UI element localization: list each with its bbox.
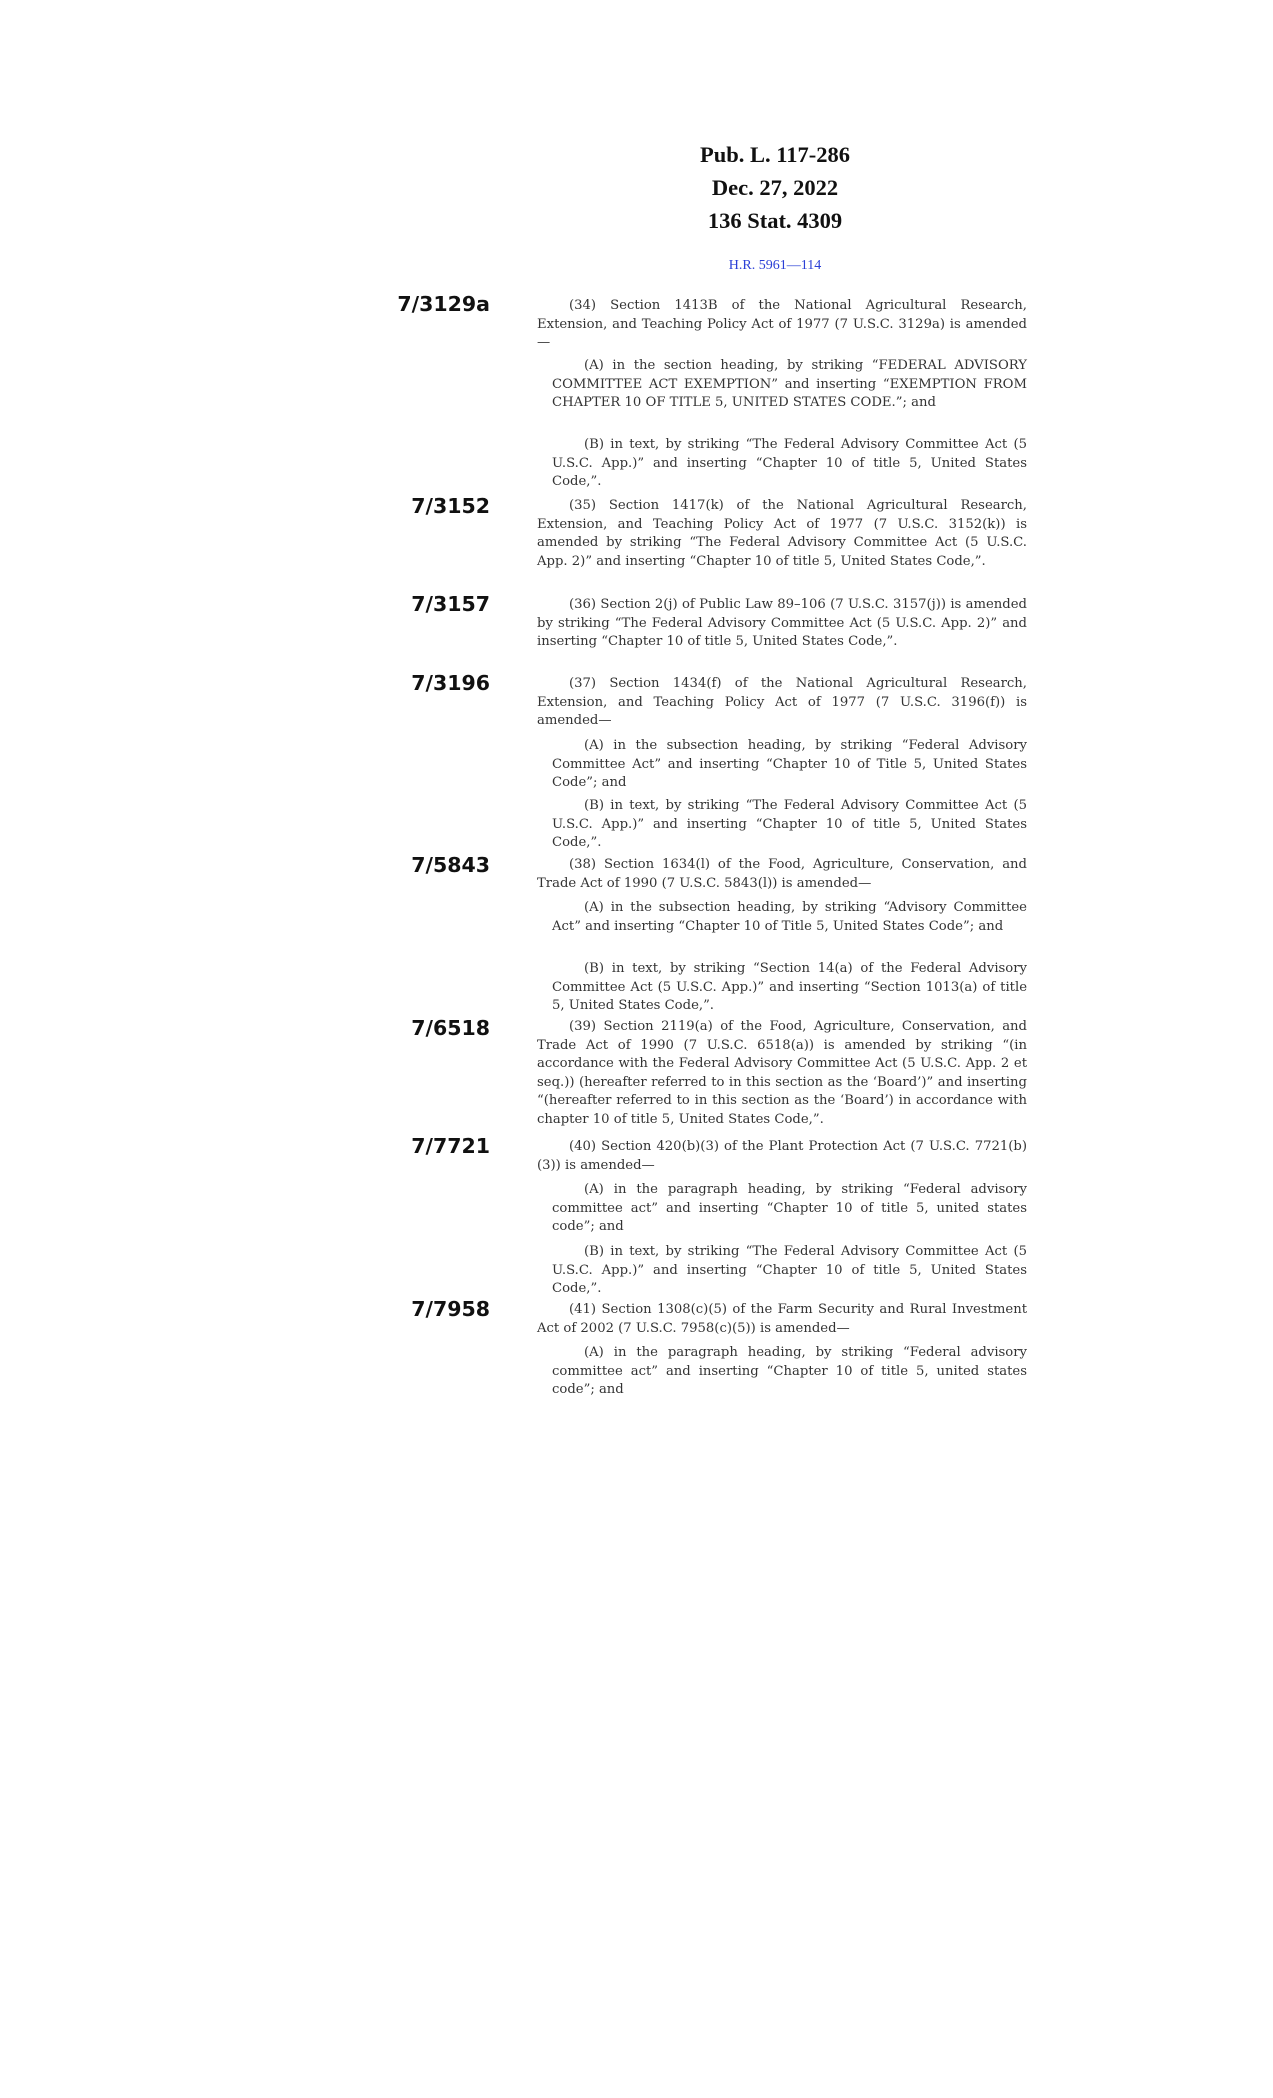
amendment-subparagraph: (A) in the paragraph heading, by striking “Federal advisory committee act” and inserting “Chapter 10 of title 5, united states code”; and [552,1345,1027,1397]
public-law-number: Pub. L. 117-286 [699,142,851,167]
amendment-paragraph: (37) Section 1434(f) of the National Agricultural Research, Extension, and Teaching Policy Act of 1977 (7 U.S.C. 3196(f)) is amended— [537,676,1027,728]
amendment-paragraph: (41) Section 1308(c)(5) of the Farm Security and Rural Investment Act of 2002 (7 U.S.C. 7958(c)(5)) is amended— [537,1302,1027,1336]
amendment-paragraph: (35) Section 1417(k) of the National Agricultural Research, Extension, and Teaching Policy Act of 1977 (7 U.S.C. 3152(k)) is amended by striking “The Federal Advisory Committee Act (5 U.S.C. App. 2)” and inserting “Chapter 10 of title 5, United States Code,”. [537,498,1027,569]
amendment-paragraph: (34) Section 1413B of the National Agricultural Research, Extension, and Teaching Policy Act of 1977 (7 U.S.C. 3129a) is amended— [537,298,1027,350]
amendment-paragraph: (40) Section 420(b)(3) of the Plant Protection Act (7 U.S.C. 7721(b)(3)) is amended— [537,1139,1027,1173]
enactment-date: Dec. 27, 2022 [711,175,839,200]
bill-reference-link[interactable]: H.R. 5961—114 [728,258,822,273]
usc-margin-code: 7/3152 [411,494,490,518]
usc-margin-code: 7/7958 [411,1297,490,1321]
amendment-subparagraph: (B) in text, by striking “The Federal Advisory Committee Act (5 U.S.C. App.)” and inserting “Chapter 10 of title 5, United States Code,”. [552,437,1027,489]
usc-margin-code: 7/3129a [397,292,490,316]
amendment-subparagraph: (A) in the section heading, by striking “FEDERAL ADVISORY COMMITTEE ACT EXEMPTION” and inserting “EXEMPTION FROM CHAPTER 10 OF TITLE 5, UNITED STATES CODE.”; and [552,358,1027,410]
amendment-subparagraph: (A) in the paragraph heading, by striking “Federal advisory committee act” and inserting “Chapter 10 of title 5, united states code”; and [552,1182,1027,1234]
usc-margin-code: 7/3157 [411,592,490,616]
amendment-paragraph: (38) Section 1634(l) of the Food, Agriculture, Conservation, and Trade Act of 1990 (7 U.S.C. 5843(l)) is amended— [537,857,1027,891]
amendment-subparagraph: (B) in text, by striking “The Federal Advisory Committee Act (5 U.S.C. App.)” and inserting “Chapter 10 of title 5, United States Code,”. [552,1244,1027,1296]
usc-margin-code: 7/5843 [411,853,490,877]
amendment-subparagraph: (A) in the subsection heading, by striking “Federal Advisory Committee Act” and inserting “Chapter 10 of Title 5, United States Code”; and [552,738,1027,790]
usc-margin-code: 7/7721 [411,1134,490,1158]
amendment-subparagraph: (B) in text, by striking “The Federal Advisory Committee Act (5 U.S.C. App.)” and inserting “Chapter 10 of title 5, United States Code,”. [552,798,1027,850]
usc-margin-code: 7/6518 [411,1016,490,1040]
amendment-subparagraph: (A) in the subsection heading, by striking “Advisory Committee Act” and inserting “Chapter 10 of Title 5, United States Code”; and [552,900,1027,934]
amendment-subparagraph: (B) in text, by striking “Section 14(a) of the Federal Advisory Committee Act (5 U.S.C. App.)” and inserting “Section 1013(a) of title 5, United States Code,”. [552,961,1027,1013]
amendment-paragraph: (39) Section 2119(a) of the Food, Agriculture, Conservation, and Trade Act of 1990 (7 U.S.C. 6518(a)) is amended by striking “(in accordance with the Federal Advisory Committee Act (5 U.S.C. App. 2 et seq.)) (hereafter referred to in this section as the ‘Board’)” and inserting “(hereafter referred to in this section as the ‘Board’) in accordance with chapter 10 of title 5, United States Code,”. [537,1019,1027,1127]
statute-citation: 136 Stat. 4309 [707,208,843,233]
amendment-paragraph: (36) Section 2(j) of Public Law 89–106 (7 U.S.C. 3157(j)) is amended by striking “The Federal Advisory Committee Act (5 U.S.C. App. 2)” and inserting “Chapter 10 of title 5, United States Code,”. [537,597,1027,649]
usc-margin-code: 7/3196 [411,671,490,695]
